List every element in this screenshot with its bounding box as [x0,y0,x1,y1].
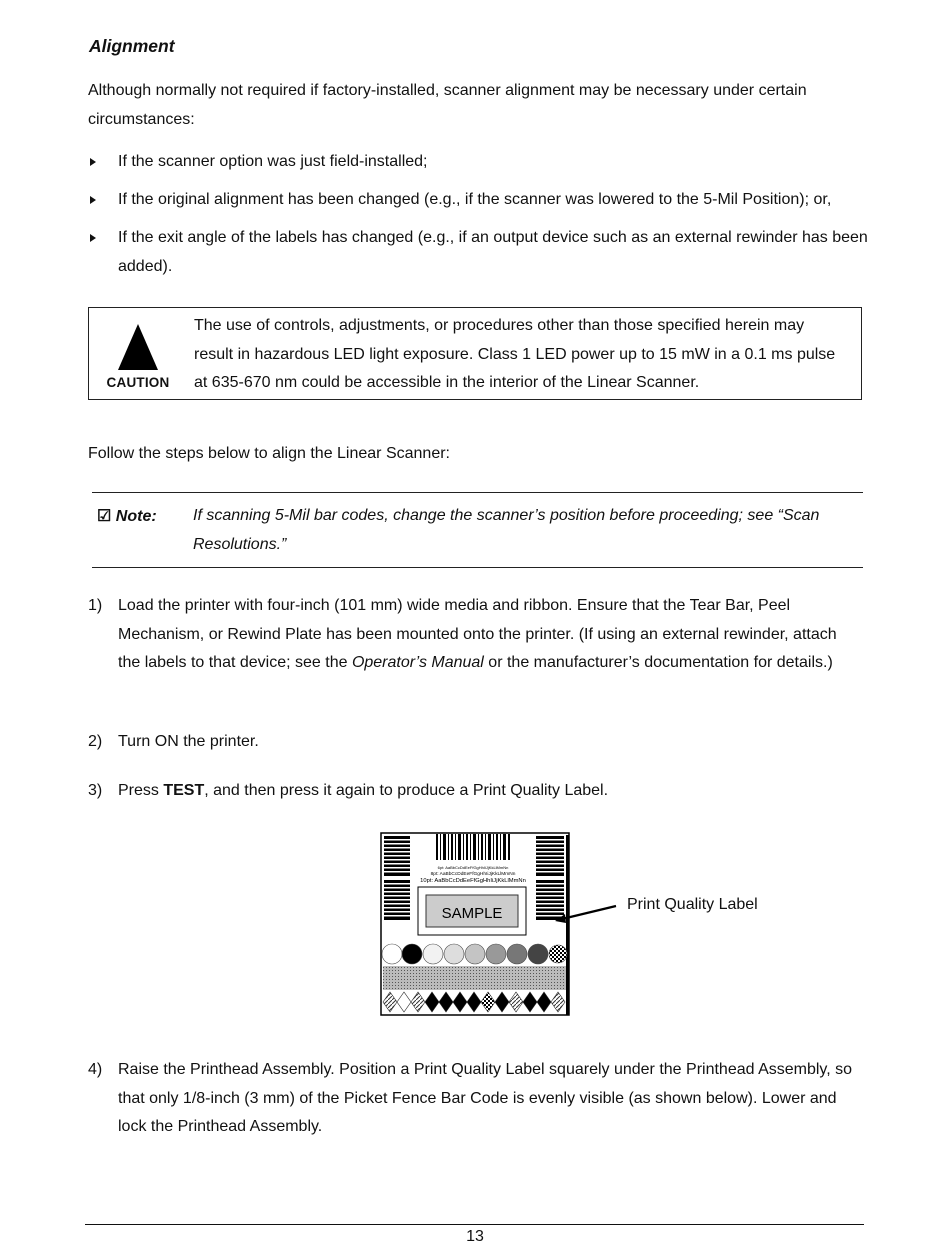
print-quality-label-figure [380,832,570,1016]
note-top-rule [92,492,863,493]
circumstance-list [88,148,868,291]
step-item: 4) Raise the Printhead Assembly. Position a Print Quality Label squarely under the Printhead Assembly, so that only 1/8-inch (3 mm) of the Picket Fence Bar Code is evenly visible (as shown below). Lower and lock the Printhead Assembly. [88,1061,853,1135]
caution-box [88,307,862,400]
gray-circle-row [382,944,567,964]
page-number: 13 [466,1228,484,1245]
manual-title: Operator’s Manual [351,654,484,671]
bullet-triangle-icon [90,234,96,242]
caution-icon [103,322,173,388]
intro-paragraph: Although normally not required if factory-installed, scanner alignment may be necessary under certain circumstances: [88,82,807,128]
test-key: TEST [163,782,205,799]
font-sample-line: 6pt: AaBbCcDdEeFfGgHhIiJjKkLlMmNn [437,865,509,870]
list-item: If the exit angle of the labels has changed (e.g., if an output device such as an external rewinder has been added). [88,224,868,281]
follow-steps-text: Follow the steps below to align the Linear Scanner: [88,445,450,462]
caution-label: CAUTION [106,375,170,390]
sample-text: SAMPLE [441,905,503,922]
step-item: 2) Turn ON the printer. [88,733,259,750]
section-heading: Alignment [89,36,175,56]
caution-text: The use of controls, adjustments, or procedures other than those specified herein may result in hazardous LED light exposure. Class 1 LED power up to 15 mW in a 0.1 ms pulse at 635-670 nm could be accessible in the interior of the Linear Scanner. [194,317,836,391]
print-quality-label-callout: Print Quality Label [627,896,758,913]
callout-arrow-icon [552,900,620,926]
note-label: ☑ Note: [97,508,157,525]
checkbox-icon: ☑ [97,508,112,525]
caution-triangle-icon [116,322,160,372]
list-item: If the scanner option was just field-installed; [88,148,868,177]
font-sample-line: 8pt: AaBbCcDdEeFfGgHhIiJjKkLlMmNn [430,872,516,877]
list-item: If the original alignment has been changed (e.g., if the scanner was lowered to the 5-Mil Position); or, [88,186,868,215]
note-bottom-rule [92,567,863,568]
note-text: If scanning 5-Mil bar codes, change the scanner’s position before proceeding; see “Scan Resolutions.” [193,507,820,553]
bullet-triangle-icon [90,158,96,166]
step-item: 1) Load the printer with four-inch (101 mm) wide media and ribbon. Ensure that the Tear Bar, Peel Mechanism, or Rewind Plate has been mounted onto the printer. (If using an external rewinder, attach the labels to that device; see the Operator’s Manual or the manufacturer’s documentation for details.) [88,597,837,671]
font-sample-line: 10pt: AaBbCcDdEeFfGgHhIiJjKkLlMmNn [420,878,526,884]
bullet-triangle-icon [90,196,96,204]
step-item: 3) Press TEST, and then press it again to produce a Print Quality Label. [88,782,609,799]
footer-rule [85,1224,864,1225]
